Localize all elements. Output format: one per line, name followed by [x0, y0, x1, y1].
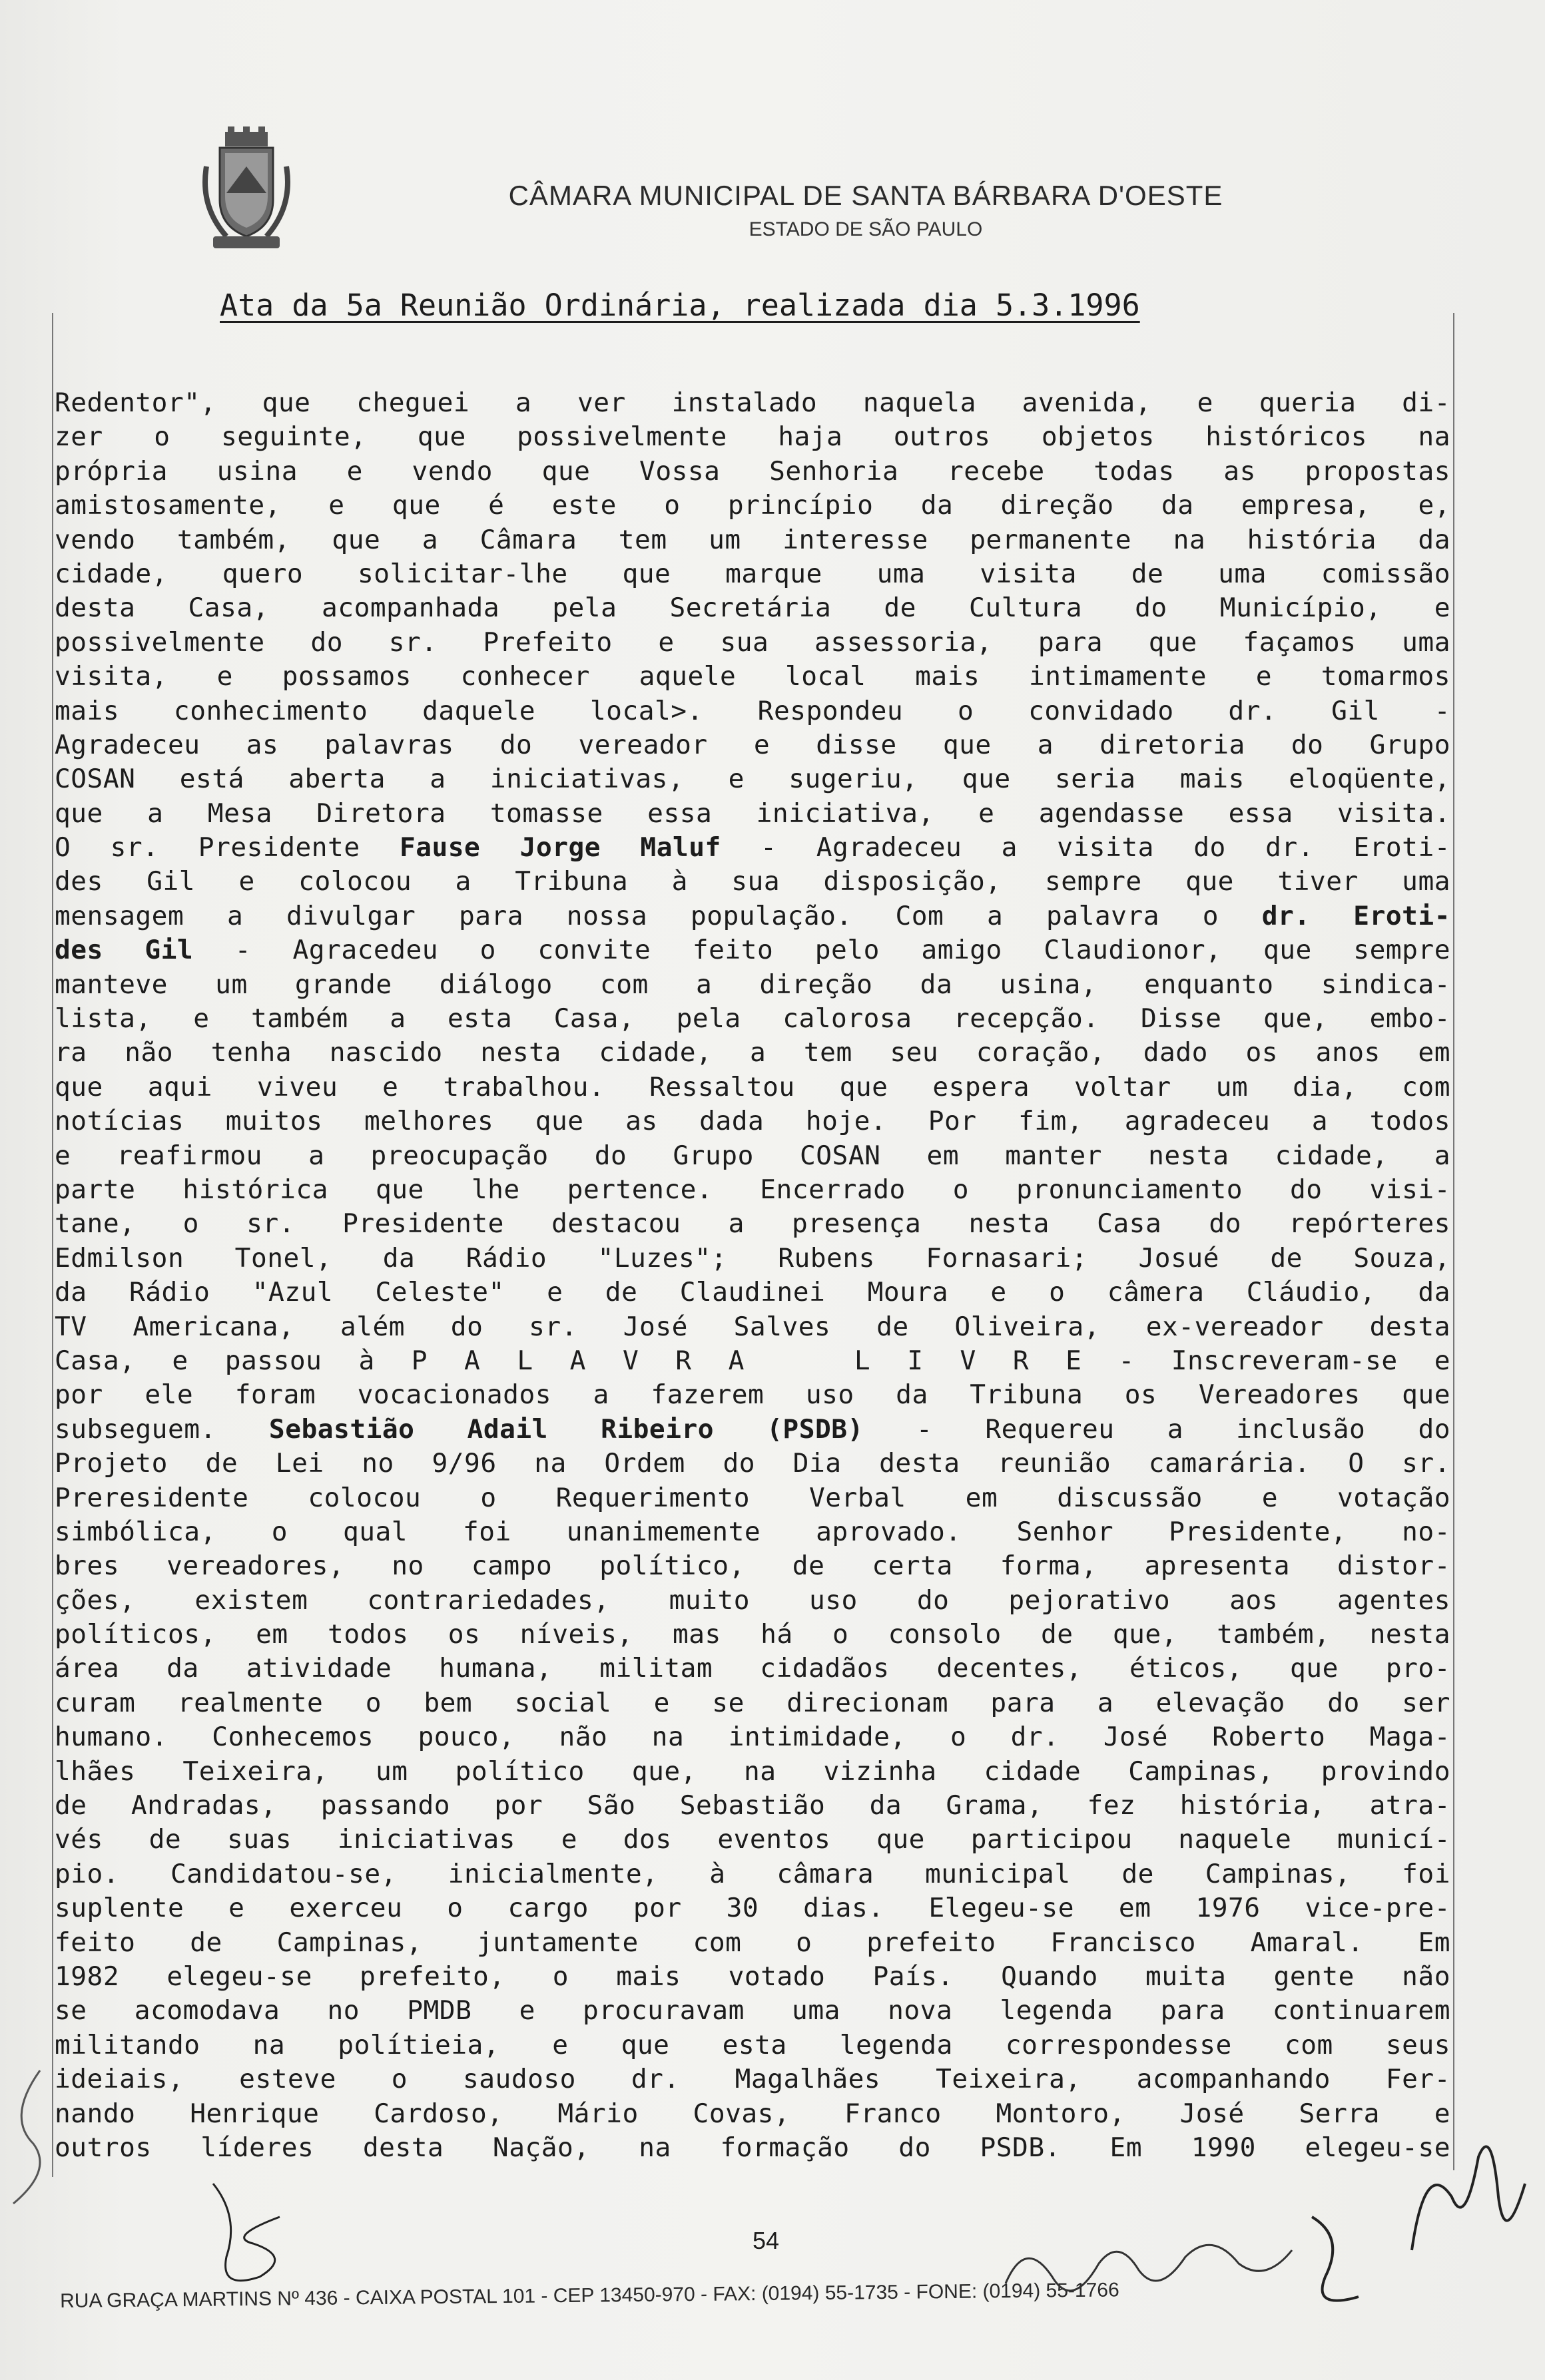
minutes-line: [55, 1515, 1450, 1549]
bold-name-text: Sebastião Adail Ribeiro (PSDB): [268, 1413, 864, 1445]
minutes-line: [55, 968, 1450, 1002]
minutes-line: [55, 1447, 1450, 1481]
bold-name-text: Fause Jorge Maluf: [399, 832, 721, 863]
minutes-line: [55, 1276, 1450, 1309]
minutes-title: Ata da 5a Reunião Ordinária, realizada dia 5.3.1996: [220, 288, 1140, 323]
minutes-line: [55, 1652, 1450, 1686]
minutes-line: [55, 591, 1450, 625]
line-text: lhães Teixeira, um político que, na vizinha cidade Campinas, provindo: [55, 1756, 1450, 1787]
minutes-line: [55, 1242, 1450, 1276]
minutes-line: [55, 728, 1450, 762]
handwritten-signature-icon: [1398, 2117, 1532, 2270]
minutes-line: [55, 797, 1450, 831]
minutes-line: [55, 557, 1450, 591]
minutes-line: [55, 1481, 1450, 1515]
line-text: Agradeceu as palavras do vereador e disse que a diretoria do Grupo: [55, 729, 1450, 760]
handwritten-signature-icon: [999, 2197, 1372, 2323]
state-name: ESTADO DE SÃO PAULO: [749, 218, 983, 240]
line-text: COSAN está aberta a iniciativas, e sugeriu, que seria mais eloqüente,: [55, 764, 1450, 795]
minutes-line: [55, 1207, 1450, 1241]
line-text: Redentor", que cheguei a ver instalado naquela avenida, e queria di-: [55, 387, 1450, 418]
line-text: - Requereu a inclusão do: [863, 1413, 1451, 1445]
line-text: subseguem.: [55, 1413, 269, 1445]
minutes-line: [55, 1994, 1450, 2028]
minutes-line: [55, 489, 1450, 523]
line-text: - Agracedeu o convite feito pelo amigo Claudionor, que sempre: [193, 935, 1450, 966]
minutes-line: [55, 420, 1450, 454]
minutes-line: [55, 1960, 1450, 1994]
line-text: que aqui viveu e trabalhou. Ressaltou que espera voltar um dia, com: [55, 1071, 1450, 1102]
minutes-line: [55, 2028, 1450, 2062]
minutes-line: [55, 1071, 1450, 1104]
minutes-line: [55, 1104, 1450, 1138]
line-text: e reafirmou a preocupação do Grupo COSAN em manter nesta cidade, a: [55, 1140, 1450, 1171]
municipal-coat-of-arms-icon: [200, 126, 293, 253]
minutes-line: [55, 1618, 1450, 1652]
minutes-line: [55, 762, 1450, 796]
minutes-line: [55, 1823, 1450, 1857]
minutes-line: [55, 694, 1450, 728]
line-text: feito de Campinas, juntamente com o prefeito Francisco Amaral. Em: [55, 1927, 1450, 1958]
handwritten-signature-icon: [200, 2177, 300, 2303]
minutes-line: [55, 2062, 1450, 2096]
line-text: TV Americana, além do sr. José Salves de Oliveira, ex-vereador desta: [55, 1311, 1450, 1342]
minutes-line: [55, 1755, 1450, 1789]
minutes-line: [55, 626, 1450, 660]
line-text: se acomodava no PMDB e procuravam uma nova legenda para continuarem: [55, 1995, 1450, 2026]
line-text: pio. Candidatou-se, inicialmente, à câmara municipal de Campinas, foi: [55, 1858, 1450, 1889]
line-text: suplente e exerceu o cargo por 30 dias. Elegeu-se em 1976 vice-pre-: [55, 1893, 1450, 1924]
line-text: políticos, em todos os níveis, mas há o consolo de que, também, nesta: [55, 1619, 1450, 1650]
minutes-line: [55, 455, 1450, 489]
line-text: cidade, quero solicitar-lhe que marque uma visita de uma comissão: [55, 558, 1450, 589]
line-text: vendo também, que a Câmara tem um interesse permanente na história da: [55, 524, 1450, 555]
line-text: curam realmente o bem social e se direcionam para a elevação do ser: [55, 1687, 1450, 1718]
line-text: possivelmente do sr. Prefeito e sua assessoria, para que façamos uma: [55, 626, 1450, 658]
line-text: lista, e também a esta Casa, pela calorosa recepção. Disse que, embo-: [55, 1003, 1450, 1035]
minutes-line: [55, 933, 1450, 967]
minutes-line: [55, 1139, 1450, 1173]
page-number: 54: [752, 2227, 780, 2254]
minutes-line: [55, 1310, 1450, 1344]
line-text: ra não tenha nascido nesta cidade, a tem seu coração, dado os anos em: [55, 1037, 1450, 1069]
minutes-line: [55, 1173, 1450, 1207]
line-text: Casa, e passou à P A L A V R A L I V R E - Inscreveram-se e: [55, 1345, 1450, 1376]
line-text: da Rádio "Azul Celeste" e de Claudinei Moura e o câmera Cláudio, da: [55, 1277, 1450, 1308]
line-text: tane, o sr. Presidente destacou a presença nesta Casa do repórteres: [55, 1208, 1450, 1240]
line-text: ções, existem contrariedades, muito uso do pejorativo aos agentes: [55, 1584, 1450, 1616]
line-text: nando Henrique Cardoso, Mário Covas, Franco Montoro, José Serra e: [55, 2098, 1450, 2129]
line-text: notícias muitos melhores que as dada hoje. Por fim, agradeceu a todos: [55, 1106, 1450, 1137]
minutes-line: [55, 1413, 1450, 1447]
line-text: parte histórica que lhe pertence. Encerrado o pronunciamento do visi-: [55, 1174, 1450, 1205]
line-text: ideiais, esteve o saudoso dr. Magalhães Teixeira, acompanhando Fer-: [55, 2064, 1450, 2095]
line-text: zer o seguinte, que possivelmente haja outros objetos históricos na: [55, 421, 1450, 453]
line-text: visita, e possamos conhecer aquele local mais intimamente e tomarmos: [55, 661, 1450, 692]
minutes-line: [55, 1720, 1450, 1754]
line-text: bres vereadores, no campo político, de certa forma, apresenta distor-: [55, 1550, 1450, 1582]
minutes-line: [55, 660, 1450, 694]
right-margin-rule: [1453, 313, 1454, 2170]
footer-address: RUA GRAÇA MARTINS Nº 436 - CAIXA POSTAL 101 - CEP 13450-970 - FAX: (0194) 55-1735 - FONE: (0194) 55-1766: [60, 2279, 1119, 2312]
line-text: própria usina e vendo que Vossa Senhoria recebe todas as propostas: [55, 455, 1450, 487]
minutes-line: [55, 2097, 1450, 2131]
minutes-line: [55, 523, 1450, 557]
line-text: Projeto de Lei no 9/96 na Ordem do Dia desta reunião camarária. O sr.: [55, 1448, 1450, 1479]
bold-name-text: dr. Eroti-: [1261, 900, 1450, 931]
line-text: des Gil e colocou a Tribuna à sua disposição, sempre que tiver uma: [55, 866, 1450, 897]
line-text: área da atividade humana, militam cidadãos decentes, éticos, que pro-: [55, 1653, 1450, 1684]
left-margin-rule: [52, 313, 53, 2177]
minutes-line: [55, 1378, 1450, 1412]
minutes-line: [55, 2131, 1450, 2165]
council-name: CÂMARA MUNICIPAL DE SANTA BÁRBARA D'OESTE: [508, 180, 1223, 211]
line-text: amistosamente, e que é este o princípio da direção da empresa, e,: [55, 490, 1450, 521]
line-text: - Agradeceu a visita do dr. Eroti-: [721, 832, 1451, 863]
minutes-line: [55, 1549, 1450, 1583]
line-text: O sr. Presidente: [55, 832, 400, 863]
minutes-line: [55, 1002, 1450, 1036]
line-text: outros líderes desta Nação, na formação do PSDB. Em 1990 elegeu-se: [55, 2132, 1450, 2163]
line-text: que a Mesa Diretora tomasse essa iniciativa, e agendasse essa visita.: [55, 798, 1450, 829]
minutes-line: [55, 1891, 1450, 1925]
minutes-line: [55, 1344, 1450, 1378]
line-text: mensagem a divulgar para nossa população. Com a palavra o: [55, 900, 1262, 931]
line-text: Preresidente colocou o Requerimento Verbal em discussão e votação: [55, 1482, 1450, 1513]
line-text: 1982 elegeu-se prefeito, o mais votado País. Quando muita gente não: [55, 1961, 1450, 1992]
line-text: mais conhecimento daquele local>. Respondeu o convidado dr. Gil -: [55, 695, 1450, 726]
handwritten-signature-icon: [0, 2064, 60, 2210]
line-text: humano. Conhecemos pouco, não na intimidade, o dr. José Roberto Maga-: [55, 1722, 1450, 1753]
line-text: Edmilson Tonel, da Rádio "Luzes"; Rubens Fornasari; Josué de Souza,: [55, 1242, 1450, 1274]
minutes-line: [55, 865, 1450, 899]
minutes-line: [55, 831, 1450, 865]
minutes-line: [55, 1789, 1450, 1823]
line-text: manteve um grande diálogo com a direção da usina, enquanto sindica-: [55, 969, 1450, 1000]
minutes-line: [55, 386, 1450, 420]
line-text: por ele foram vocacionados a fazerem uso da Tribuna os Vereadores que: [55, 1379, 1450, 1411]
minutes-line: [55, 1926, 1450, 1960]
line-text: simbólica, o qual foi unanimemente aprovado. Senhor Presidente, no-: [55, 1516, 1450, 1547]
minutes-line: [55, 1584, 1450, 1618]
line-text: de Andradas, passando por São Sebastião da Grama, fez história, atra-: [55, 1790, 1450, 1821]
line-text: militando na polítieia, e que esta legenda correspondesse com seus: [55, 2029, 1450, 2060]
minutes-body: [55, 386, 1450, 2165]
minutes-line: [55, 1686, 1450, 1720]
minutes-line: [55, 1036, 1450, 1070]
letterhead: [400, 180, 1332, 241]
minutes-line: [55, 1857, 1450, 1891]
line-text: vés de suas iniciativas e dos eventos que participou naquele municí-: [55, 1824, 1450, 1855]
bold-name-text: des Gil: [55, 935, 194, 966]
minutes-line: [55, 899, 1450, 933]
line-text: desta Casa, acompanhada pela Secretária de Cultura do Município, e: [55, 593, 1450, 624]
